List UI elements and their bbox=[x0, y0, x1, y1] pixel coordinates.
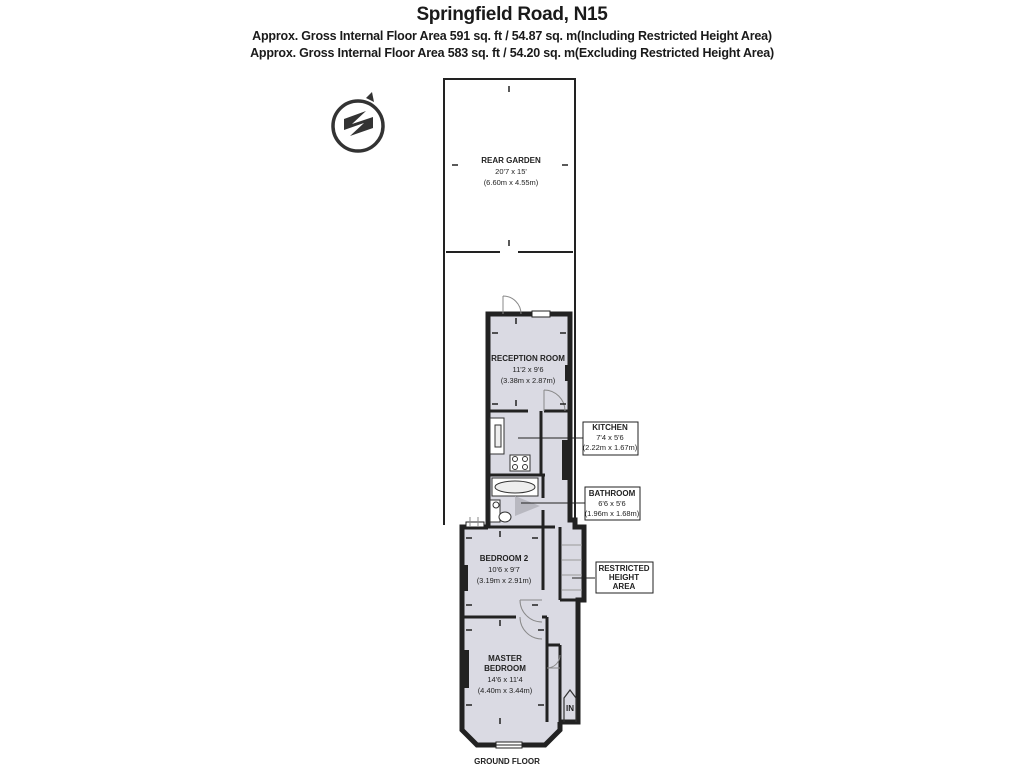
page-title: Springfield Road, N15 bbox=[416, 4, 608, 25]
svg-text:10'6 x 9'7: 10'6 x 9'7 bbox=[488, 565, 520, 574]
label-garden bbox=[481, 156, 541, 187]
svg-text:BEDROOM: BEDROOM bbox=[484, 664, 526, 673]
north-arrow-icon bbox=[333, 92, 383, 151]
svg-text:KITCHEN: KITCHEN bbox=[592, 423, 628, 432]
floor-label: GROUND FLOOR bbox=[474, 757, 540, 766]
entrance-label: IN bbox=[566, 704, 574, 713]
svg-text:14'6 x 11'4: 14'6 x 11'4 bbox=[487, 675, 523, 684]
svg-text:RECEPTION ROOM: RECEPTION ROOM bbox=[491, 354, 565, 363]
svg-text:(6.60m x 4.55m): (6.60m x 4.55m) bbox=[483, 178, 539, 187]
svg-text:(4.40m x 3.44m): (4.40m x 3.44m) bbox=[477, 686, 533, 695]
svg-text:BEDROOM 2: BEDROOM 2 bbox=[479, 554, 529, 563]
floor-area-including: Approx. Gross Internal Floor Area 591 sq. ft / 54.87 sq. m(Including Restricted Height Area) bbox=[252, 29, 772, 43]
svg-text:6'6 x 5'6: 6'6 x 5'6 bbox=[598, 499, 626, 508]
svg-text:REAR GARDEN: REAR GARDEN bbox=[481, 156, 541, 165]
svg-text:HEIGHT: HEIGHT bbox=[608, 573, 640, 582]
svg-text:11'2 x 9'6: 11'2 x 9'6 bbox=[512, 365, 544, 374]
svg-text:7'4 x 5'6: 7'4 x 5'6 bbox=[596, 433, 624, 442]
svg-text:20'7 x 15': 20'7 x 15' bbox=[495, 167, 527, 176]
svg-text:(3.38m x 2.87m): (3.38m x 2.87m) bbox=[500, 376, 556, 385]
svg-text:BATHROOM: BATHROOM bbox=[588, 489, 636, 498]
svg-text:(2.22m x 1.67m): (2.22m x 1.67m) bbox=[582, 443, 638, 452]
svg-text:(1.96m x 1.68m): (1.96m x 1.68m) bbox=[584, 509, 640, 518]
svg-text:RESTRICTED: RESTRICTED bbox=[598, 564, 650, 573]
svg-text:AREA: AREA bbox=[612, 582, 636, 591]
svg-text:(3.19m x 2.91m): (3.19m x 2.91m) bbox=[476, 576, 532, 585]
floor-area-excluding: Approx. Gross Internal Floor Area 583 sq. ft / 54.20 sq. m(Excluding Restricted Height Area) bbox=[250, 46, 774, 60]
svg-text:MASTER: MASTER bbox=[488, 654, 522, 663]
